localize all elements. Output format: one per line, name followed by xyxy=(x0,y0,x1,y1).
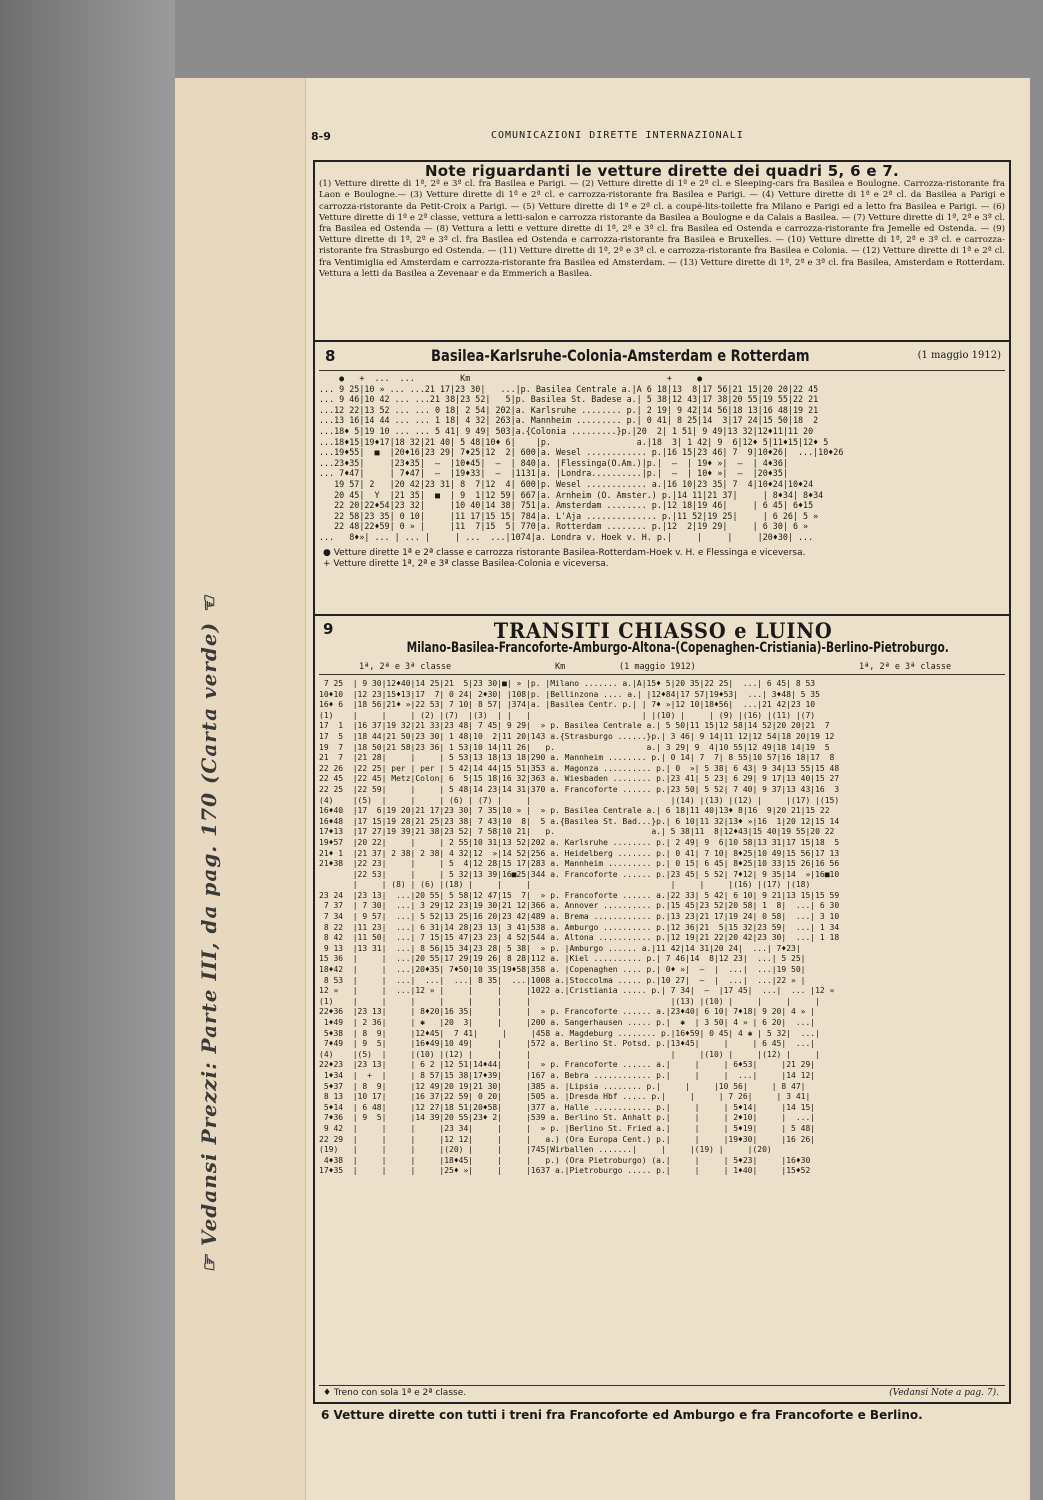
divider xyxy=(315,340,1009,342)
timetable-row: ...18♦ 5|19 10 ... ... 5 41| 9 49| 503|a.{Colonia .........}p.|20 2| 1 51| 9 49|13 32|12♦11|11 20 xyxy=(319,425,814,436)
timetable-row: ...23♦35| |23♦35| — |10♦45| — | 840|a. |Flessinga(O.Am.)|p.| — | 19♦ »| — | 4♦36| xyxy=(319,457,788,468)
timetable-row: 17♦35 | | | |25♦ »| | |1637 a.|Pietroburgo ..... p.| | | 1♦40| |15♦52 xyxy=(319,1166,811,1176)
notes-title: Note riguardanti le vetture dirette dei quadri 5, 6 e 7. xyxy=(424,162,900,180)
divider xyxy=(315,614,1009,616)
timetable-row: 7 34 | 9 57| ...| 5 52|13 25|16 20|23 42|489 a. Brema ............ p.|13 23|21 17|19 24| 0 58| ...| 3 10 xyxy=(319,912,840,922)
timetable-row: ... 9 46|10 42 ... ...21 38|23 52| 5|p. Basilea St. Badese a.| 5 38|12 43|17 38|20 55|19 55|22 21 xyxy=(319,394,819,405)
timetable-row: 21♦ 1 |21 37| 2 38| 2 38| 4 32|12 »|14 52|256 a. Heidelberg ....... p.| 0 41| 7 10| 8♦25|10 49|15 56|17 13 xyxy=(319,848,840,858)
page-number: 8-9 xyxy=(311,130,331,143)
timetable-row: 8 13 |10 17| |16 37|22 59| 0 20| |505 a. |Dresda Hbf ..... p.| | | 7 26| | 3 41| xyxy=(319,1092,811,1102)
section8-route: Basilea-Karlsruhe-Colonia-Amsterdam e Rotterdam xyxy=(431,346,810,365)
timetable-row: 17♦13 |17 27|19 39|21 38|23 52| 7 58|10 21| p. a.| 5 38|11 8|12♦43|15 40|19 55|20 22 xyxy=(319,827,835,837)
timetable-row: 8 22 |11 23| ...| 6 31|14 28|23 13| 3 41|538 a. Amburgo .......... p.|12 36|21 5|15 32|23 59| ...| 1 34 xyxy=(319,922,840,932)
classes-left: 1ª, 2ª e 3ª classe xyxy=(359,662,452,672)
timetable-page xyxy=(175,78,1030,1500)
timetable-row: 18♦42 | | ...|20♦35| 7♦50|10 35|19♦58|358 a. |Copenaghen .... p.| 0♦ »| — | ...| ...|19 50| xyxy=(319,965,806,975)
timetable-row: 22 26 |22 25| per | per | 5 42|14 44|15 51|353 a. Magonza .......... p.| 0 »| 5 38| 6 43| 9 34|13 55|15 48 xyxy=(319,763,840,773)
timetable-row: 22 45 |22 45| Metz|Colon| 6 5|15 18|16 32|363 a. Wiesbaden ........ p.|23 41| 5 23| 6 29| 9 17|13 40|15 27 xyxy=(319,774,840,784)
timetable-row: 22 25 |22 59| | | 5 48|14 23|14 31|370 a. Francoforte ...... p.|23 50| 5 52| 7 40| 9 37|13 43|16 3 xyxy=(319,784,840,794)
timetable-row: 7♦36 | 9 5| |14 39|20 55|23♦ 2| |539 a. Berlino St. Anhalt p.| | | 2♦10| | ...| xyxy=(319,1113,816,1123)
rule xyxy=(319,370,1005,371)
notes-body: (1) Vetture dirette di 1ª, 2ª e 3ª cl. fra Basilea e Parigi. — (2) Vetture dirette di 1ª e 2ª cl. e Sleeping-cars fra Basilea e Boulogne. Carrozza-ristorante fra Laon e Boulogne.— (3) Vetture dirette di 1ª e 2ª cl. e carrozza-ristorante fra Basilea e Parigi. — (4) Vetture dirette di 1ª e 2ª cl. da Basilea a Parigi e carrozza-ristorante da Petit-Croix a Parigi. — (5) Vetture dirette di 1ª e 2ª cl. a coupé-lits-toilette fra Milano e Parigi ed a letto fra Basilea e Parigi. — (6) Vetture dirette di 1ª e 2ª classe, vettura a letti-salon e carrozza ristorante da Basilea a Boulogne e da Calais a Basilea. — (7) Vetture dirette di 1ª, 2ª e 3ª cl. fra Basilea ed Ostenda — (8) Vettura a letti e vetture dirette di 1ª, 2ª e 3ª cl. fra Basilea ed Ostenda e carrozza-ristorante fra Jemelle ed Ostenda. — (9) Vetture dirette di 1ª, 2ª e 3ª cl. fra Basilea ed Ostenda e carrozza-ristorante fra Basilea e Bruxelles. — (10) Vetture dirette di 1ª, 2ª e 3ª cl. e carrozza-ristorante fra Strasburgo ed Ostenda. — (11) Vetture dirette di 1ª, 2ª e 3ª cl. e carrozza-ristorante fra Basilea e Colonia. — (12) Vetture dirette di 1ª e 2ª cl. fra Ventimiglia ed Amsterdam e carrozza-ristorante fra Basilea ed Amsterdam. — (13) Vetture dirette di 1ª, 2ª e 3ª cl. fra Basilea, Amsterdam e Rotterdam. Vettura a letti da Basilea a Zevenaar e da Emmerich a Basilea. xyxy=(319,179,1005,279)
section9-date: (1 maggio 1912) xyxy=(619,662,696,672)
section9-foot-right: (Vedansi Note a pag. 7). xyxy=(889,1388,999,1398)
timetable-row: 4♦38 | | | |18♦45| | | p.) (Ora Pietroburgo) (a.| | | 5♦23| |16♦30 xyxy=(319,1155,811,1165)
timetable-row: 21 7 |21 28| | | 5 53|13 18|13 18|290 a. Mannheim ........ p.| 0 14| 7 7| 8 55|10 57|16 18|17 8 xyxy=(319,753,835,763)
classes-right: 1ª, 2ª e 3ª classe xyxy=(859,662,952,672)
section9-column-headers xyxy=(319,662,1005,674)
timetable-row: 16♦ 6 |18 56|21♦ »|22 53| 7 10| 8 57| |374|a. |Basilea Centr. p.| | 7♦ »|12 10|18♦56| ...|21 42|23 10 xyxy=(319,700,816,710)
section9-title: TRANSITI CHIASSO e LUINO xyxy=(493,618,833,643)
timetable-row: 8 53 | | ...| ...| ...| 8 35| ...|1008 a.|Stoccolma ..... p.|10 27| — | ...| ...|22 » | xyxy=(319,975,806,985)
section8-timetable xyxy=(319,373,1005,545)
timetable-row: 7♦49 | 9 5| |16♦49|10 49| | |572 a. Berlino St. Potsd. p.|13♦45| | | 6 45| ...| xyxy=(319,1039,816,1049)
timetable-row: 1♦34 | + | | 8 57|15 38|17♦39| |167 a. Bebra ............ p.| | | ...| |14 12| xyxy=(319,1070,816,1080)
section9-subtitle: Milano-Basilea-Francoforte-Amburgo-Altona-(Copenaghen-Cristiania)-Berlino-Pietroburgo. xyxy=(406,640,949,656)
timetable-row: 15 36 | | ...|20 55|17 29|19 26| 8 28|112 a. |Kiel .......... p.| 7 46|14 8|12 23| ...| 5 25| xyxy=(319,954,806,964)
timetable-row: 21♦38 |22 23| | | 5 4|12 28|15 17|283 a. Mannheim ......... p.| 0 15| 6 45| 8♦25|10 33|15 26|16 56 xyxy=(319,859,840,869)
timetable-row: 5♦37 | 8 9| |12 49|20 19|21 30| |385 a. |Lipsia ........ p.| | |10 56| | 8 47| xyxy=(319,1081,806,1091)
section9-number: 9 xyxy=(323,620,334,638)
running-title: COMUNICAZIONI DIRETTE INTERNAZIONALI xyxy=(491,130,744,141)
timetable-row: 23 24 |23 13| ...|20 55| 5 58|12 47|15 7| » p. Francoforte ...... a.|22 33| 5 42| 6 10| 9 21|13 15|15 59 xyxy=(319,890,840,900)
timetable-row: 5♦14 | 6 48| |12 27|18 51|20♦58| |377 a. Halle ............ p.| | | 5♦14| |14 15| xyxy=(319,1102,816,1112)
timetable-row: (4) |(5) | | | (6) | (7) | | |(14) |(13) |(12) | |(17) |(15) xyxy=(319,795,840,805)
timetable-row: 17 1 |16 37|19 32|21 33|23 48| 7 45| 9 29| » p. Basilea Centrale a.| 5 50|11 15|12 58|14 52|20 20|21 7 xyxy=(319,721,830,731)
timetable-row: ...12 22|13 52 ... ... 0 18| 2 54| 202|a. Karlsruhe ........ p.| 2 19| 9 42|14 56|18 13|16 48|19 21 xyxy=(319,404,819,415)
timetable-row: 22♦23 |23 13| | 6 2 |12 51|14♦44| | » p. Francoforte ...... a.| | | 6♦53| |21 29| xyxy=(319,1060,816,1070)
timetable-row: 7 37 | 7 30| ...| 3 29|12 23|19 30|21 12|366 a. Annover .......... p.|15 45|23 52|20 58| 1 8| ...| 6 30 xyxy=(319,901,840,911)
timetable-row: 9 42 | | | |23 34| | | » p. |Berlino St. Fried a.| | | 5♦19| | 5 48| xyxy=(319,1123,816,1133)
section8-date: (1 maggio 1912) xyxy=(917,350,1001,361)
timetable-row: 12 » | | ...|12 » | | | |1022 a.|Cristiania ..... p.| 7 34| — |17 45| ...| ... |12 » xyxy=(319,986,835,996)
timetable-row: 19 7 |18 50|21 58|23 36| 1 53|10 14|11 26| p. a.| 3 29| 9 4|10 55|12 49|18 14|19 5 xyxy=(319,742,830,752)
timetable-row: (1) | | | (2) |(7) |(3) | | | | |(10) | | (9) |(16) |(11) |(7) xyxy=(319,710,816,720)
section8-foot2: + Vetture dirette 1ª, 2ª e 3ª classe Basilea-Colonia e viceversa. xyxy=(323,559,609,569)
timetable-frame xyxy=(313,160,1011,1404)
page-content xyxy=(311,78,1011,1500)
timetable-row: ...18♦15|19♦17|18 32|21 40| 5 48|10♦ 6| |p. a.|18 3| 1 42| 9 6|12♦ 5|11♦15|12♦ 5 xyxy=(319,436,829,447)
timetable-row: 7 25 | 9 30|12♦40|14 25|21 5|23 30|■| » |p. |Milano ....... a.|A|15♦ 5|20 35|22 25| ...| 6 45| 8 53 xyxy=(319,679,816,688)
timetable-row: ... 7♦47| | 7♦47| — |19♦33| — |1131|a. |Londra..........|p.| — | 10♦ »| — |20♦35| xyxy=(319,468,788,479)
timetable-row: 22 20|22♦54|23 32| |10 40|14 38| 751|a. Amsterdam ........ p.|12 18|19 46| | 6 45| 6♦15 xyxy=(319,500,814,511)
section8-number: 8 xyxy=(325,347,336,365)
timetable-row: 5♦38 | 8 9| |12♦45| 7 41| | |458 a. Magdeburg ........ p.|16♦59| 0 45| 4 ✱ | 5 32| ...| xyxy=(319,1028,820,1038)
timetable-row: ...13 16|14 44 ... ... 1 18| 4 32| 263|a. Mannheim ......... p.| 0 41| 8 25|14 3|17 24|15 50|18 2 xyxy=(319,415,819,426)
section8-header xyxy=(321,346,1005,368)
running-header xyxy=(311,130,1011,148)
timetable-row: (19) | | | |(20) | | |745|Wirballen .......| | |(19) | |(20) xyxy=(319,1145,772,1155)
timetable-row: (4) |(5) | |(10) |(12) | | | | |(10) | |(12) | | xyxy=(319,1049,820,1059)
km-header: Km xyxy=(555,662,566,672)
section9-foot-left: ♦ Treno con sola 1ª e 2ª classe. xyxy=(323,1388,467,1398)
book-binding-shadow xyxy=(0,0,175,1500)
timetable-row: 19 57| 2 |20 42|23 31| 8 7|12 4| 600|p. Wesel ............ a.|16 10|23 35| 7 4|10♦24|10♦24 xyxy=(319,478,814,489)
spine-reference: ☞ Vedansi Prezzi: Parte III, da pag. 170 (Carta verde) ☜ xyxy=(197,595,221,1273)
timetable-row: 19♦57 |20 22| | | 2 55|10 31|13 52|202 a. Karlsruhe ........ p.| 2 49| 9 6|10 58|13 31|17 15|18 5 xyxy=(319,837,840,847)
timetable-row: (1) | | | | | | | |(13) |(10) | | | | xyxy=(319,996,820,1006)
section9-timetable xyxy=(319,677,1005,1385)
timetable-row: 22♦36 |23 13| | 8♦20|16 35| | | » p. Francoforte ...... a.|23♦40| 6 10| 7♦18| 9 20| 4 » | xyxy=(319,1007,816,1017)
timetable-row: |22 53| | | 5 32|13 39|16■25|344 a. Francoforte ...... p.|23 45| 5 52| 7♦12| 9 35|14 »|16■10 xyxy=(319,869,840,879)
timetable-row: 22 29 | | | |12 12| | | a.) (Ora Europa Cent.) p.| | |19♦30| |16 26| xyxy=(319,1134,816,1144)
timetable-row: 17 5 |18 44|21 50|23 30| 1 48|10 2|11 20|143 a.{Strasburgo ......}p.| 3 46| 9 14|11 12|12 54|18 20|19 12 xyxy=(319,731,835,741)
timetable-row: 9 13 |13 31| ...| 8 56|15 34|23 28| 5 38| » p. |Amburgo ...... a.|11 42|14 31|20 24| ...| 7♦23| xyxy=(319,943,801,953)
section8-foot1: ● Vetture dirette 1ª e 2ª classe e carrozza ristorante Basilea-Rotterdam-Hoek v. H. e Flessinga e viceversa. xyxy=(323,548,806,558)
margin-strip xyxy=(175,78,306,1500)
timetable-row: 8 42 |11 50| ...| 7 15|15 47|23 23| 4 52|544 a. Altona ........... p.|12 19|21 22|20 42|23 30| ...| 1 18 xyxy=(319,933,840,943)
timetable-row: ...19♦55| ■ |20♦16|23 29| 7♦25|12 2| 600|a. Wesel ............ p.|16 15|23 46| 7 9|10♦26| ...|10♦26 xyxy=(319,447,844,458)
bottom-line: 6 Vetture dirette con tutti i treni fra Francoforte ed Amburgo e fra Francoforte e Berlino. xyxy=(321,1408,923,1422)
timetable-row: 16♦40 |17 6|19 20|21 17|23 30| 7 35|10 » | » p. Basilea Centrale a.| 6 18|11 40|13♦ 8|16 9|20 21|15 22 xyxy=(319,806,830,816)
timetable-row: ... 9 25|10 » ... ...21 17|23 30| ...|p. Basilea Centrale a.|A 6 18|13 8|17 56|21 15|20 20|22 45 xyxy=(319,383,819,394)
timetable-row: | | (8) | (6) |(18) | | | | | |(16) |(17) |(18) xyxy=(319,880,811,890)
notes-block xyxy=(319,162,1005,336)
rule xyxy=(319,1385,1005,1386)
timetable-row: 22 58|23 35| 0 10| |11 17|15 15| 784|a. L'Aja .............. p.|11 52|19 25| | 6 26| 5 » xyxy=(319,510,819,521)
section9-subtitle-row xyxy=(321,640,1005,656)
timetable-row: 1♦49 | 2 36| | ✱ |20 3| | |200 a. Sangerhausen ..... p.| ✱ | 3 50| 4 » | 6 20| ...| xyxy=(319,1018,816,1027)
rule xyxy=(319,674,1005,675)
timetable-row: 20 45| Y |21 35| ■ | 9 1|12 59| 667|a. Arnheim (O. Amster.) p.|14 11|21 37| | 8♦34| 8♦34 xyxy=(319,489,824,500)
timetable-row: ● + ... ... Km + ● xyxy=(319,373,703,383)
timetable-row: 16♦48 |17 15|19 28|21 25|23 38| 7 43|10 8| 5 a.{Basilea St. Bad...}p.| 6 10|11 32|13♦ »|16 1|20 12|15 14 xyxy=(319,816,840,826)
timetable-row: ... 8♦»| ... | ... | | ... ...|1074|a. Londra v. Hoek v. H. p.| | | |20♦30| ... xyxy=(319,531,814,542)
timetable-row: 10♦10 |12 23|15♦13|17 7| 0 24| 2♦30| |108|p. |Bellinzona .... a.| |12♦84|17 57|19♦53| ...| 3♦48| 5 35 xyxy=(319,689,820,699)
timetable-row: 22 48|22♦59| 0 » | |11 7|15 5| 770|a. Rotterdam ........ p.|12 2|19 29| | 6 30| 6 » xyxy=(319,521,809,532)
